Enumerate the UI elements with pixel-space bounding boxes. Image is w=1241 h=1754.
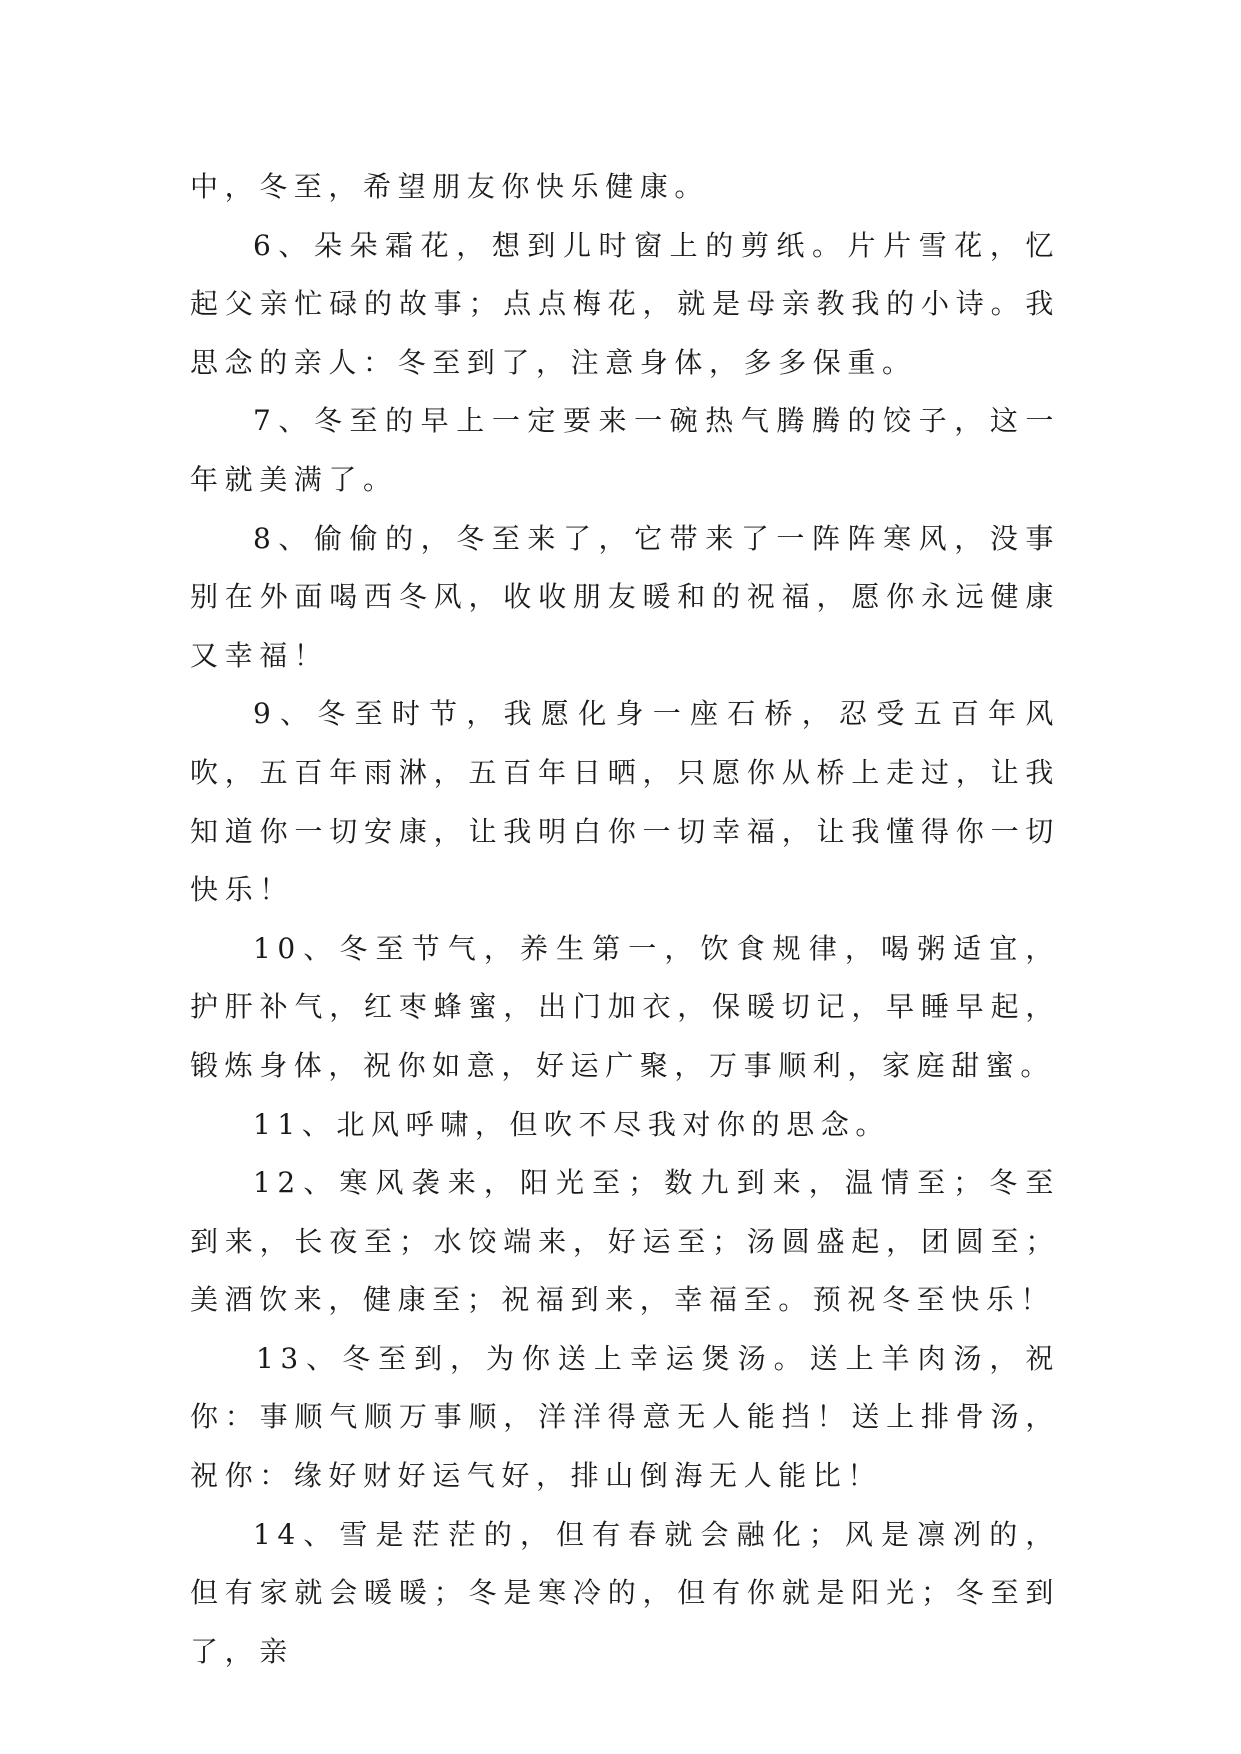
paragraph-item-8: 8、偷偷的，冬至来了，它带来了一阵阵寒风，没事别在外面喝西冬风，收收朋友暖和的祝福，愿你永远健康又幸福！ <box>190 521 1060 672</box>
document-body <box>190 158 1060 1681</box>
paragraph-item-7: 7、冬至的早上一定要来一碗热气腾腾的饺子，这一年就美满了。 <box>190 404 1060 496</box>
paragraph-item-11: 11、北风呼啸，但吹不尽我对你的思念。 <box>253 1107 891 1141</box>
paragraph-continuation: 中，冬至，希望朋友你快乐健康。 <box>190 170 710 203</box>
paragraph-item-10: 10、冬至节气，养生第一，饮食规律，喝粥适宜，护肝补气，红枣蜂蜜，出门加衣，保暖切记，早睡早起，锻炼身体，祝你如意，好运广聚，万事顺利，家庭甜蜜。 <box>190 931 1060 1082</box>
paragraph-item-6: 6、朵朵霜花，想到儿时窗上的剪纸。片片雪花，忆起父亲忙碌的故事；点点梅花，就是母亲教我的小诗。我思念的亲人：冬至到了，注意身体，多多保重。 <box>190 228 1060 379</box>
paragraph-item-9: 9、冬至时节，我愿化身一座石桥，忍受五百年风吹，五百年雨淋，五百年日晒，只愿你从桥上走过，让我知道你一切安康，让我明白你一切幸福，让我懂得你一切快乐！ <box>190 697 1060 907</box>
paragraph-item-12: 12、寒风袭来，阳光至；数九到来，温情至；冬至到来，长夜至；水饺端来，好运至；汤圆盛起，团圆至；美酒饮来，健康至；祝福到来，幸福至。预祝冬至快乐！ <box>190 1166 1060 1317</box>
paragraph-item-13: 13、冬至到，为你送上幸运煲汤。送上羊肉汤，祝你：事顺气顺万事顺，洋洋得意无人能挡！送上排骨汤，祝你：缘好财好运气好，排山倒海无人能比！ <box>190 1341 1060 1493</box>
paragraph-item-14: 14、雪是茫茫的，但有春就会融化；风是凛冽的，但有家就会暖暖；冬是寒冷的，但有你就是阳光；冬至到了，亲 <box>190 1517 1060 1668</box>
